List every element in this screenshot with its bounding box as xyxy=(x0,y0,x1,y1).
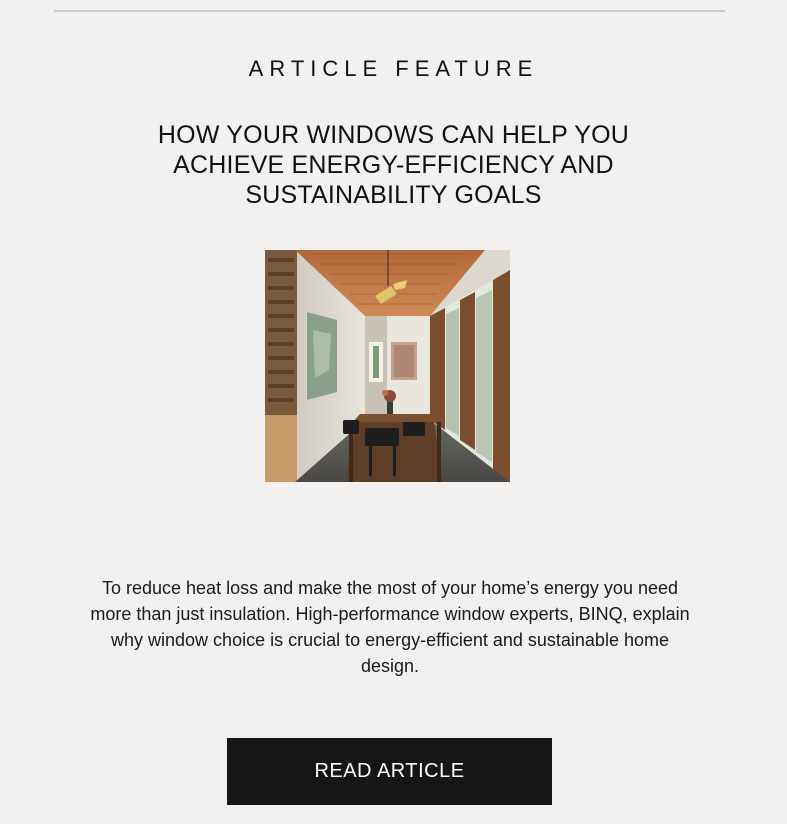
section-eyebrow: ARTICLE FEATURE xyxy=(248,56,539,81)
top-divider xyxy=(54,10,725,12)
article-headline: HOW YOUR WINDOWS CAN HELP YOU ACHIEVE ENERGY-EFFICIENCY AND SUSTAINABILITY GOALS xyxy=(157,121,630,209)
read-article-button[interactable]: READ ARTICLE xyxy=(227,738,552,805)
article-summary: To reduce heat loss and make the most of your home’s energy you need more than just insulation. High-performance window experts, BINQ, explain why window choice is crucial to energy-efficient and sustainable home design. xyxy=(90,578,690,676)
article-image xyxy=(265,250,510,482)
